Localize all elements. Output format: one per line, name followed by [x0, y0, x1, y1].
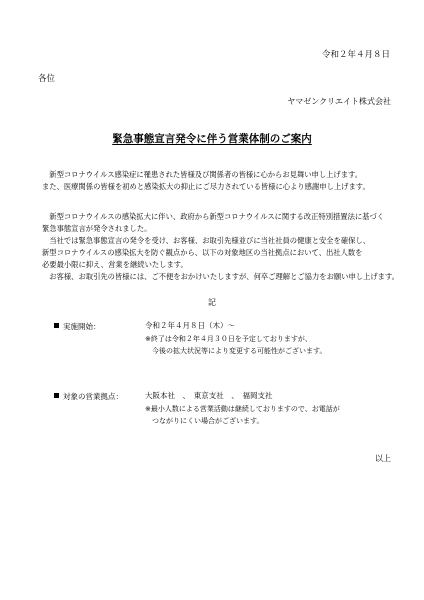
- closing-mark: 以上: [375, 454, 391, 463]
- paragraph-line: 新型コロナウイルスの感染拡大に伴い、政府から新型コロナウイルスに関する改正特別措置法に基づく: [42, 212, 385, 221]
- paragraph-line: 当社では緊急事態宣言の発令を受け、お客様、お取引先様並びに当社社員の健康と安全を確保し、: [42, 236, 371, 245]
- addressee: 各位: [38, 74, 56, 84]
- square-bullet-icon: [54, 393, 59, 398]
- paragraph-line: また、医療関係の皆様を初めと感染拡大の抑止にご尽力されている皆様に心より感謝申し上げます。: [42, 182, 370, 191]
- item-note-line: 今後の拡大状況等により変更する可能性がございます。: [145, 347, 327, 355]
- item-note-line: ※終了は令和２年４月３０日を予定しておりますが、: [145, 334, 312, 343]
- document-date: 令和２年４月８日: [321, 50, 390, 60]
- paragraph-greeting: [42, 169, 370, 193]
- item-value-start: [145, 320, 326, 358]
- item-value-line: 令和２年４月８日（木）～: [145, 321, 235, 330]
- paragraph-line: 新型コロナウイルス感染症に罹患された皆様及び関係者の皆様に心からお見舞い申し上げます。: [42, 170, 363, 179]
- paragraph-line: 必要最小限に抑え、営業を継続いたします。: [42, 260, 188, 269]
- ki-heading: 記: [208, 298, 216, 307]
- item-value-locations: [145, 390, 340, 428]
- paragraph-announcement: [42, 211, 399, 283]
- item-note-line: つながりにくい場合がございます。: [145, 417, 264, 425]
- paragraph-line: 新型コロナウイルスの感染拡大を防ぐ観点から、以下の対象地区の当社拠点において、出社人数を: [42, 248, 363, 257]
- item-label-text: 実施開始：: [63, 322, 101, 331]
- item-label-start: [54, 321, 101, 332]
- square-bullet-icon: [54, 323, 59, 328]
- item-label-locations: [54, 391, 123, 402]
- sender-company: ヤマゼンクリエイト株式会社: [287, 97, 391, 106]
- paragraph-line: 緊急事態宣言が発令されました。: [42, 224, 152, 233]
- item-note-line: ※最小人数による営業活動は継続しておりますので、お電話が: [145, 404, 340, 413]
- item-label-text: 対象の営業拠点：: [63, 392, 123, 401]
- document-title: 緊急事態宣言発令に伴う営業体制のご案内: [112, 133, 312, 145]
- item-value-line: 大阪本社 、 東京支社 、 福岡支社: [145, 391, 273, 400]
- paragraph-line: お客様、お取引先の皆様には、ご不便をおかけいたしますが、何卒ご理解とご協力をお願い申し上げます。: [42, 272, 399, 281]
